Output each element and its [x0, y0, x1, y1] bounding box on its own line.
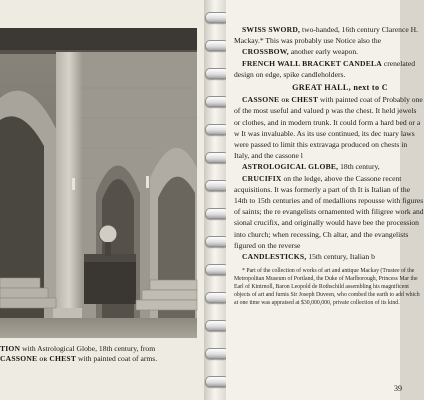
entry-title: CANDLESTICKS, [242, 252, 307, 262]
caption-title-tail: TION [0, 344, 21, 353]
entry-crucifix [234, 173, 424, 251]
entry-text: 18th century, [340, 162, 380, 172]
entry-text: crenelated design on edge, spike candleholders. [234, 58, 416, 79]
caption-title-2: CASSONE or CHEST [0, 354, 77, 364]
entry-title: CASSONE or CHEST [242, 95, 319, 105]
page-number: 39 [394, 384, 402, 393]
photo-caption [0, 344, 200, 365]
entry-title: FRENCH WALL BRACKET CANDELA [242, 58, 382, 68]
entry-text: 15th century, Italian b [308, 252, 375, 262]
entry-text: with painted coat of Probably one of the most useful and valued p was the chest. It held jewels or clothes, and in modern trunk. It could form a hard bed or a w It was invaluable. As its use continued, its dec tuary laws were passed to limit this extravaga produced on chests in Italy, and the cassone l [234, 95, 423, 161]
entry-text: another early weapon. [290, 47, 359, 57]
entry-title: ASTROLOGICAL GLOBE, [242, 162, 339, 172]
section-heading: GREAT HALL, next to C [292, 83, 388, 93]
entry-text: on the ledge, above the Cassone recent acquisitions. It was formerly a part of th It is Italian of the 14th to 15th centuries and of medallions repousse with figures of saints; the re evangelists ornamented with filigree work and sional crucifix, and originally would have bee the procession into church; when recessing, Ch altar, and the evangelists figured on the reverse [234, 173, 424, 250]
caption-text-2: with painted coat of arms. [78, 354, 158, 364]
entry-title: SWISS SWORD, [242, 25, 301, 34]
entry-candelabra [234, 58, 424, 80]
entry-title: CRUCIFIX [242, 173, 282, 183]
entry-crossbow [234, 46, 424, 57]
entry-title: CROSSBOW, [242, 47, 289, 57]
page-text [234, 24, 424, 307]
entry-text: two-handed, 16th century Clarence H. Mackay.* This was probably use Notice also the [234, 25, 418, 46]
entry-cassone [234, 94, 424, 161]
entry-candlesticks [234, 251, 424, 262]
caption-text-1: with Astrological Globe, 18th century, from [22, 344, 156, 353]
entry-globe [234, 161, 424, 172]
footnote: * Part of the collection of works of art and antique Mackay (Trustee of the Metropolitan Museum of Portland, the Duke of Marlborough, Princess Mar the Earl of Kintrnoll, Baron Leopold de Rothschild assembling his magnificent objects of art and furnis Sir Joseph Duveen, who combed the earth to add which at one time was appraised at $30,000,000, private collection of its kind. [234, 268, 420, 307]
entry-swiss-sword [234, 24, 424, 46]
right-page [226, 0, 424, 400]
great-hall-photo [0, 28, 197, 338]
book-spine [204, 0, 228, 400]
